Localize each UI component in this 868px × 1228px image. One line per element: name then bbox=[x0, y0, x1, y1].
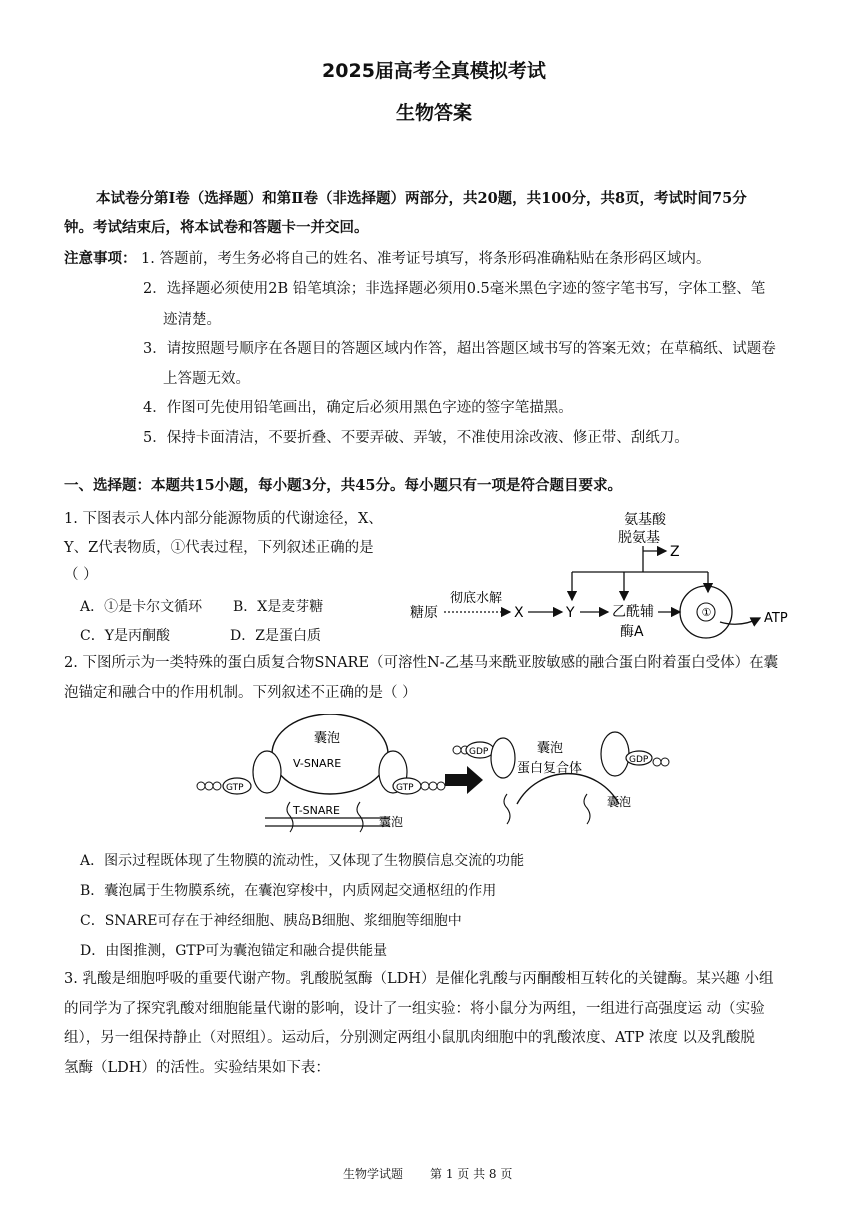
note-item-5: 5．保持卡面清洁，不要折叠、不要弄破、弄皱，不准使用涂改液、修正带、刮纸刀。 bbox=[143, 430, 689, 446]
gtp-left-label: GTP bbox=[226, 783, 244, 793]
q1-option-d: D．Z是蛋白质 bbox=[230, 628, 321, 644]
process-1-label: ① bbox=[701, 606, 712, 619]
q1-option-c: C．Y是丙酮酸 bbox=[80, 628, 170, 644]
page-title: 2025届高考全真模拟考试 bbox=[322, 60, 546, 82]
q1-stem-line-2: Y、Z代表物质，①代表过程，下列叙述正确的是 bbox=[64, 540, 374, 556]
q1-option-a: A．①是卡尔文循环 bbox=[80, 599, 203, 615]
left-vesicle-label: 囊泡 bbox=[314, 731, 341, 746]
q2-option-d: D．由图推测，GTP可为囊泡锚定和融合提供能量 bbox=[80, 943, 388, 959]
gdp-right-label: GDP bbox=[629, 755, 649, 765]
q2-stem-line-2: 泡锚定和融合中的作用机制。下列叙述不正确的是（ ） bbox=[64, 685, 417, 701]
q3-stem-line-2: 的同学为了探究乳酸对细胞能量代谢的影响，设计了一组实验：将小鼠分为两组，一组进行高强度运 动（实验 bbox=[64, 1001, 765, 1017]
deamination-label: 脱氨基 bbox=[618, 530, 660, 546]
note-item-4: 4．作图可先使用铅笔画出，确定后必须用黑色字迹的签字笔描黑。 bbox=[143, 400, 573, 416]
acetyl-coa-label-2: 酶A bbox=[620, 624, 644, 640]
note-item-1: 1. 答题前，考生务必将自己的姓名、准考证号填写，将条形码准确粘贴在条形码区域内。 bbox=[141, 251, 711, 267]
gtp-right-label: GTP bbox=[396, 783, 414, 793]
section-heading: 一、选择题：本题共15小题，每小题3分，共45分。每小题只有一项是符合题目要求。 bbox=[64, 477, 622, 494]
note-item-2-cont: 迹清楚。 bbox=[163, 312, 221, 328]
note-item-2: 2．选择题必须使用2B 铅笔填涂；非选择题必须用0.5毫米黑色字迹的签字笔书写，字体工整、笔 bbox=[143, 281, 766, 297]
q3-stem-line-1: 3. 乳酸是细胞呼吸的重要代谢产物。乳酸脱氢酶（LDH）是催化乳酸与丙酮酸相互转化的关键酶。某兴趣 小组 bbox=[64, 971, 774, 987]
q3-stem-line-4: 氢酶（LDH）的活性。实验结果如下表： bbox=[64, 1060, 330, 1076]
q2-option-b: B．囊泡属于生物膜系统，在囊泡穿梭中，内质网起交通枢纽的作用 bbox=[80, 883, 497, 899]
note-item-3-cont: 上答题无效。 bbox=[163, 371, 250, 387]
membrane-vesicle-label: 囊泡 bbox=[379, 815, 404, 829]
protein-complex-label: 蛋白复合体 bbox=[517, 761, 583, 776]
amino-acid-label: 氨基酸 bbox=[624, 512, 666, 528]
gdp-left-label: GDP bbox=[469, 747, 489, 757]
atp-label: ATP bbox=[764, 611, 788, 626]
q2-option-c: C．SNARE可存在于神经细胞、胰岛B细胞、浆细胞等细胞中 bbox=[80, 913, 462, 929]
t-snare-label: T-SNARE bbox=[293, 804, 341, 817]
footer-subject: 生物学试题 bbox=[343, 1167, 404, 1181]
q2-snare-diagram bbox=[195, 714, 675, 842]
q1-answer-blank: （ ） bbox=[64, 567, 98, 583]
z-label: Z bbox=[670, 544, 680, 560]
q1-option-b: B．X是麦芽糖 bbox=[233, 599, 324, 615]
acetyl-coa-label-1: 乙酰辅 bbox=[612, 604, 654, 620]
page-subtitle: 生物答案 bbox=[395, 102, 472, 124]
x-label: X bbox=[514, 605, 524, 621]
y-label: Y bbox=[566, 605, 575, 621]
complex-vesicle-label: 囊泡 bbox=[537, 741, 564, 756]
q1-stem-line-1: 1. 下图表示人体内部分能源物质的代谢途径，X、 bbox=[64, 511, 383, 527]
notes-label: 注意事项： bbox=[64, 250, 137, 267]
q1-pathway-diagram bbox=[400, 500, 810, 650]
glycogen-label: 糖原 bbox=[410, 605, 438, 621]
q2-option-a: A．图示过程既体现了生物膜的流动性，又体现了生物膜信息交流的功能 bbox=[80, 853, 525, 869]
intro-line-2: 钟。考试结束后，将本试卷和答题卡一并交回。 bbox=[64, 219, 369, 236]
v-snare-label: V-SNARE bbox=[293, 757, 342, 770]
hydrolysis-label: 彻底水解 bbox=[450, 591, 503, 606]
intro-line-1: 本试卷分第Ⅰ卷（选择题）和第Ⅱ卷（非选择题）两部分，共20题，共100分，共8页，考试时间75分 bbox=[96, 190, 747, 207]
q2-stem-line-1: 2. 下图所示为一类特殊的蛋白质复合物SNARE（可溶性N-乙基马来酰亚胺敏感的融合蛋白附着蛋白受体）在囊 bbox=[64, 655, 779, 671]
footer-page-number: 第 1 页 共 8 页 bbox=[430, 1167, 513, 1181]
note-item-3: 3．请按照题号顺序在各题目的答题区域内作答，超出答题区域书写的答案无效；在草稿纸、试题卷 bbox=[143, 341, 776, 357]
q3-stem-line-3: 组），另一组保持静止（对照组）。运动后，分别测定两组小鼠肌肉细胞中的乳酸浓度、ATP 浓度 以及乳酸脱 bbox=[64, 1030, 755, 1046]
right-vesicle-label: 囊泡 bbox=[607, 795, 632, 809]
